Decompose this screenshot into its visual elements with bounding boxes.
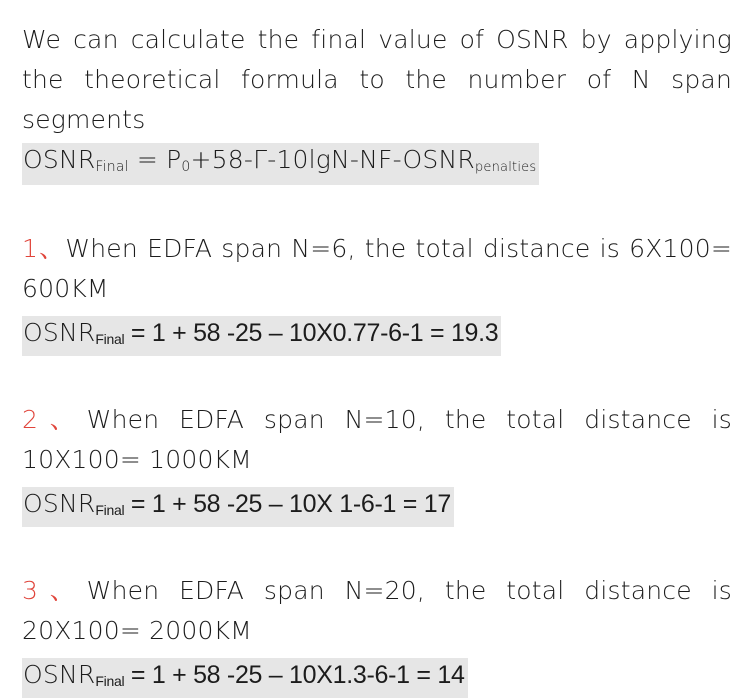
item-number: 3、 [22,576,87,605]
item-text [22,400,732,480]
calculation-formula [22,487,454,527]
intro-paragraph [22,20,732,185]
item-description: When EDFA span N=10, the total distance is 10X100= 1000KM [22,405,732,474]
item-number: 1、 [22,234,66,263]
calculation-formula [22,658,468,698]
list-item [22,400,732,527]
formula-penalties-subscript: penalties [474,160,537,175]
calc-subscript: Final [95,673,125,689]
list-item [22,229,732,356]
calculation-formula [22,316,501,356]
formula-p-subscript: 0 [181,159,191,175]
calc-lhs: OSNR [23,660,96,689]
item-calculation [22,655,732,698]
formula-rhs: = P [128,145,182,174]
formula-lhs: OSNR [23,145,96,174]
item-calculation [22,484,732,527]
document-body [22,20,732,698]
item-calculation [22,313,732,356]
general-formula [22,143,539,185]
calc-rhs: = 1 + 58 -25 – 10X0.77-6-1 = 19.3 [124,319,499,347]
item-text [22,571,732,651]
calc-lhs: OSNR [23,489,96,518]
item-text [22,229,732,309]
calc-subscript: Final [95,331,125,347]
list-item [22,571,732,698]
calc-rhs: = 1 + 58 -25 – 10X 1-6-1 = 17 [124,490,451,518]
item-description: When EDFA span N=6, the total distance is 6X100= 600KM [22,234,732,303]
calc-rhs: = 1 + 58 -25 – 10X1.3-6-1 = 14 [124,661,465,689]
intro-text: We can calculate the final value of OSNR by applying the theoretical formula to the number of N span segments [22,25,732,134]
item-number: 2、 [22,405,87,434]
calc-lhs: OSNR [23,318,96,347]
formula-rhs-rest: +58-Γ-10lgN-NF-OSNR [190,145,475,174]
item-description: When EDFA span N=20, the total distance is 20X100= 2000KM [22,576,732,645]
calc-subscript: Final [95,502,125,518]
formula-lhs-subscript: Final [95,159,129,175]
